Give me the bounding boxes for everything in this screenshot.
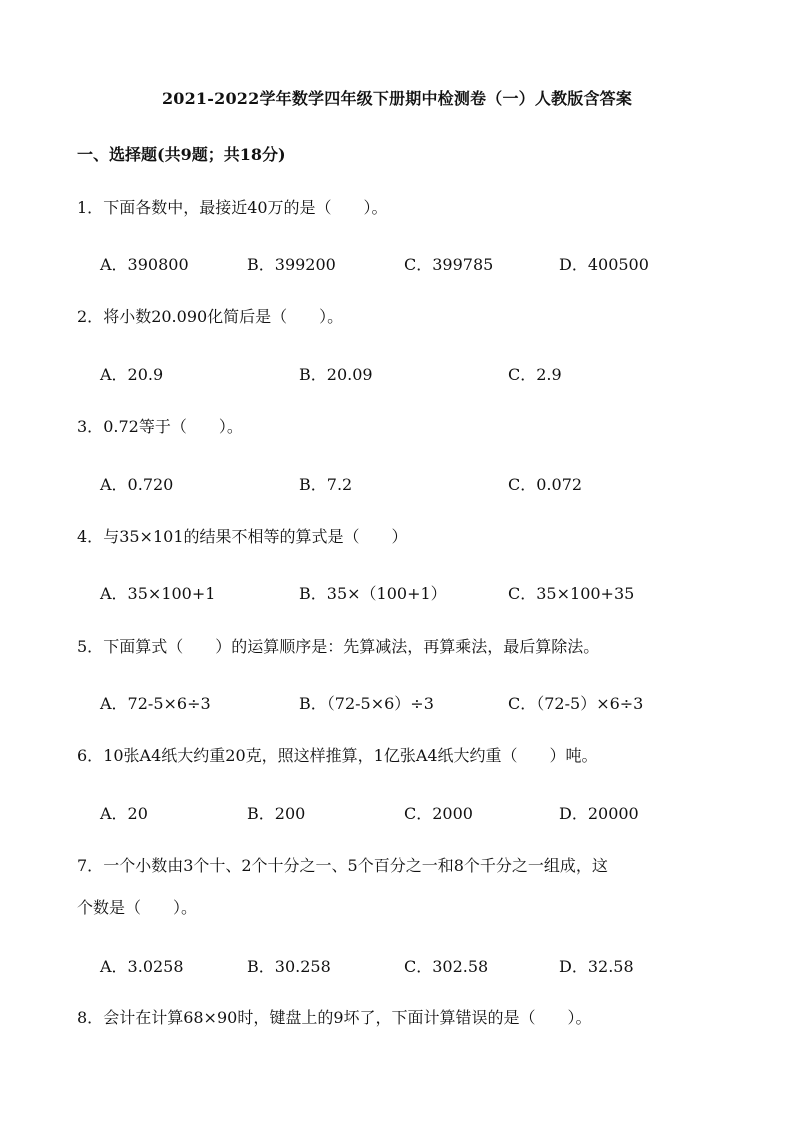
option-c[interactable]: C．2.9 [508,365,562,384]
option-d[interactable]: D．400500 [559,255,649,274]
question-3 [77,405,717,449]
option-a[interactable]: A．3.0258 [100,957,184,976]
question-7-continued [77,886,717,930]
question-1-options [100,252,720,276]
question-number: 2． [77,307,104,326]
question-text: 会计在计算68×90时，键盘上的9坏了，下面计算错误的是（ ）。 [103,1008,592,1027]
question-3-options [100,472,720,496]
question-number: 6． [77,746,104,765]
question-text-continued: 个数是（ ）。 [77,898,198,917]
question-2 [77,295,717,339]
option-b[interactable]: B．399200 [247,255,336,274]
question-7 [77,844,717,888]
option-b[interactable]: B．20.09 [299,365,373,384]
section-heading: 一、选择题(共9题；共18分) [77,145,286,164]
question-text: 10张A4纸大约重20克，照这样推算，1亿张A4纸大约重（ ）吨。 [103,746,598,765]
question-1 [77,186,717,230]
option-b[interactable]: B．35×（100+1） [299,584,447,603]
question-5-options [100,691,720,715]
question-text: 下面各数中，最接近40万的是（ ）。 [103,198,388,217]
question-text: 0.72等于（ ）。 [103,417,243,436]
question-number: 8． [77,1008,104,1027]
question-text: 下面算式（ ）的运算顺序是：先算减法，再算乘法，最后算除法。 [103,637,600,656]
question-4-options [100,581,720,605]
option-c[interactable]: C．35×100+35 [508,584,635,603]
question-8 [77,996,717,1040]
option-a[interactable]: A．35×100+1 [100,584,216,603]
question-5 [77,625,717,669]
option-c[interactable]: C．0.072 [508,475,583,494]
page-title: 2021-2022学年数学四年级下册期中检测卷（一）人教版含答案 [161,89,633,108]
option-c[interactable]: C．399785 [404,255,494,274]
option-a[interactable]: A．20.9 [100,365,164,384]
option-b[interactable]: B．（72-5×6）÷3 [299,694,434,713]
option-c[interactable]: C．302.58 [404,957,489,976]
question-7-options [100,954,720,978]
question-text: 一个小数由3个十、2个十分之一、5个百分之一和8个千分之一组成，这 [103,856,608,875]
option-b[interactable]: B．7.2 [299,475,353,494]
option-a[interactable]: A．0.720 [100,475,174,494]
question-6-options [100,801,720,825]
option-d[interactable]: D．32.58 [559,957,634,976]
option-a[interactable]: A．390800 [100,255,189,274]
question-2-options [100,362,720,386]
option-c[interactable]: C．（72-5）×6÷3 [508,694,644,713]
question-number: 7． [77,856,104,875]
question-6 [77,734,717,778]
option-c[interactable]: C．2000 [404,804,473,823]
question-text: 与35×101的结果不相等的算式是（ ） [103,527,408,546]
option-b[interactable]: B．200 [247,804,306,823]
option-a[interactable]: A．20 [100,804,148,823]
question-number: 4． [77,527,104,546]
question-4 [77,515,717,559]
question-text: 将小数20.090化简后是（ ）。 [103,307,344,326]
option-a[interactable]: A．72-5×6÷3 [100,694,211,713]
question-number: 1． [77,198,104,217]
question-number: 5． [77,637,104,656]
option-d[interactable]: D．20000 [559,804,639,823]
option-b[interactable]: B．30.258 [247,957,331,976]
question-number: 3． [77,417,104,436]
